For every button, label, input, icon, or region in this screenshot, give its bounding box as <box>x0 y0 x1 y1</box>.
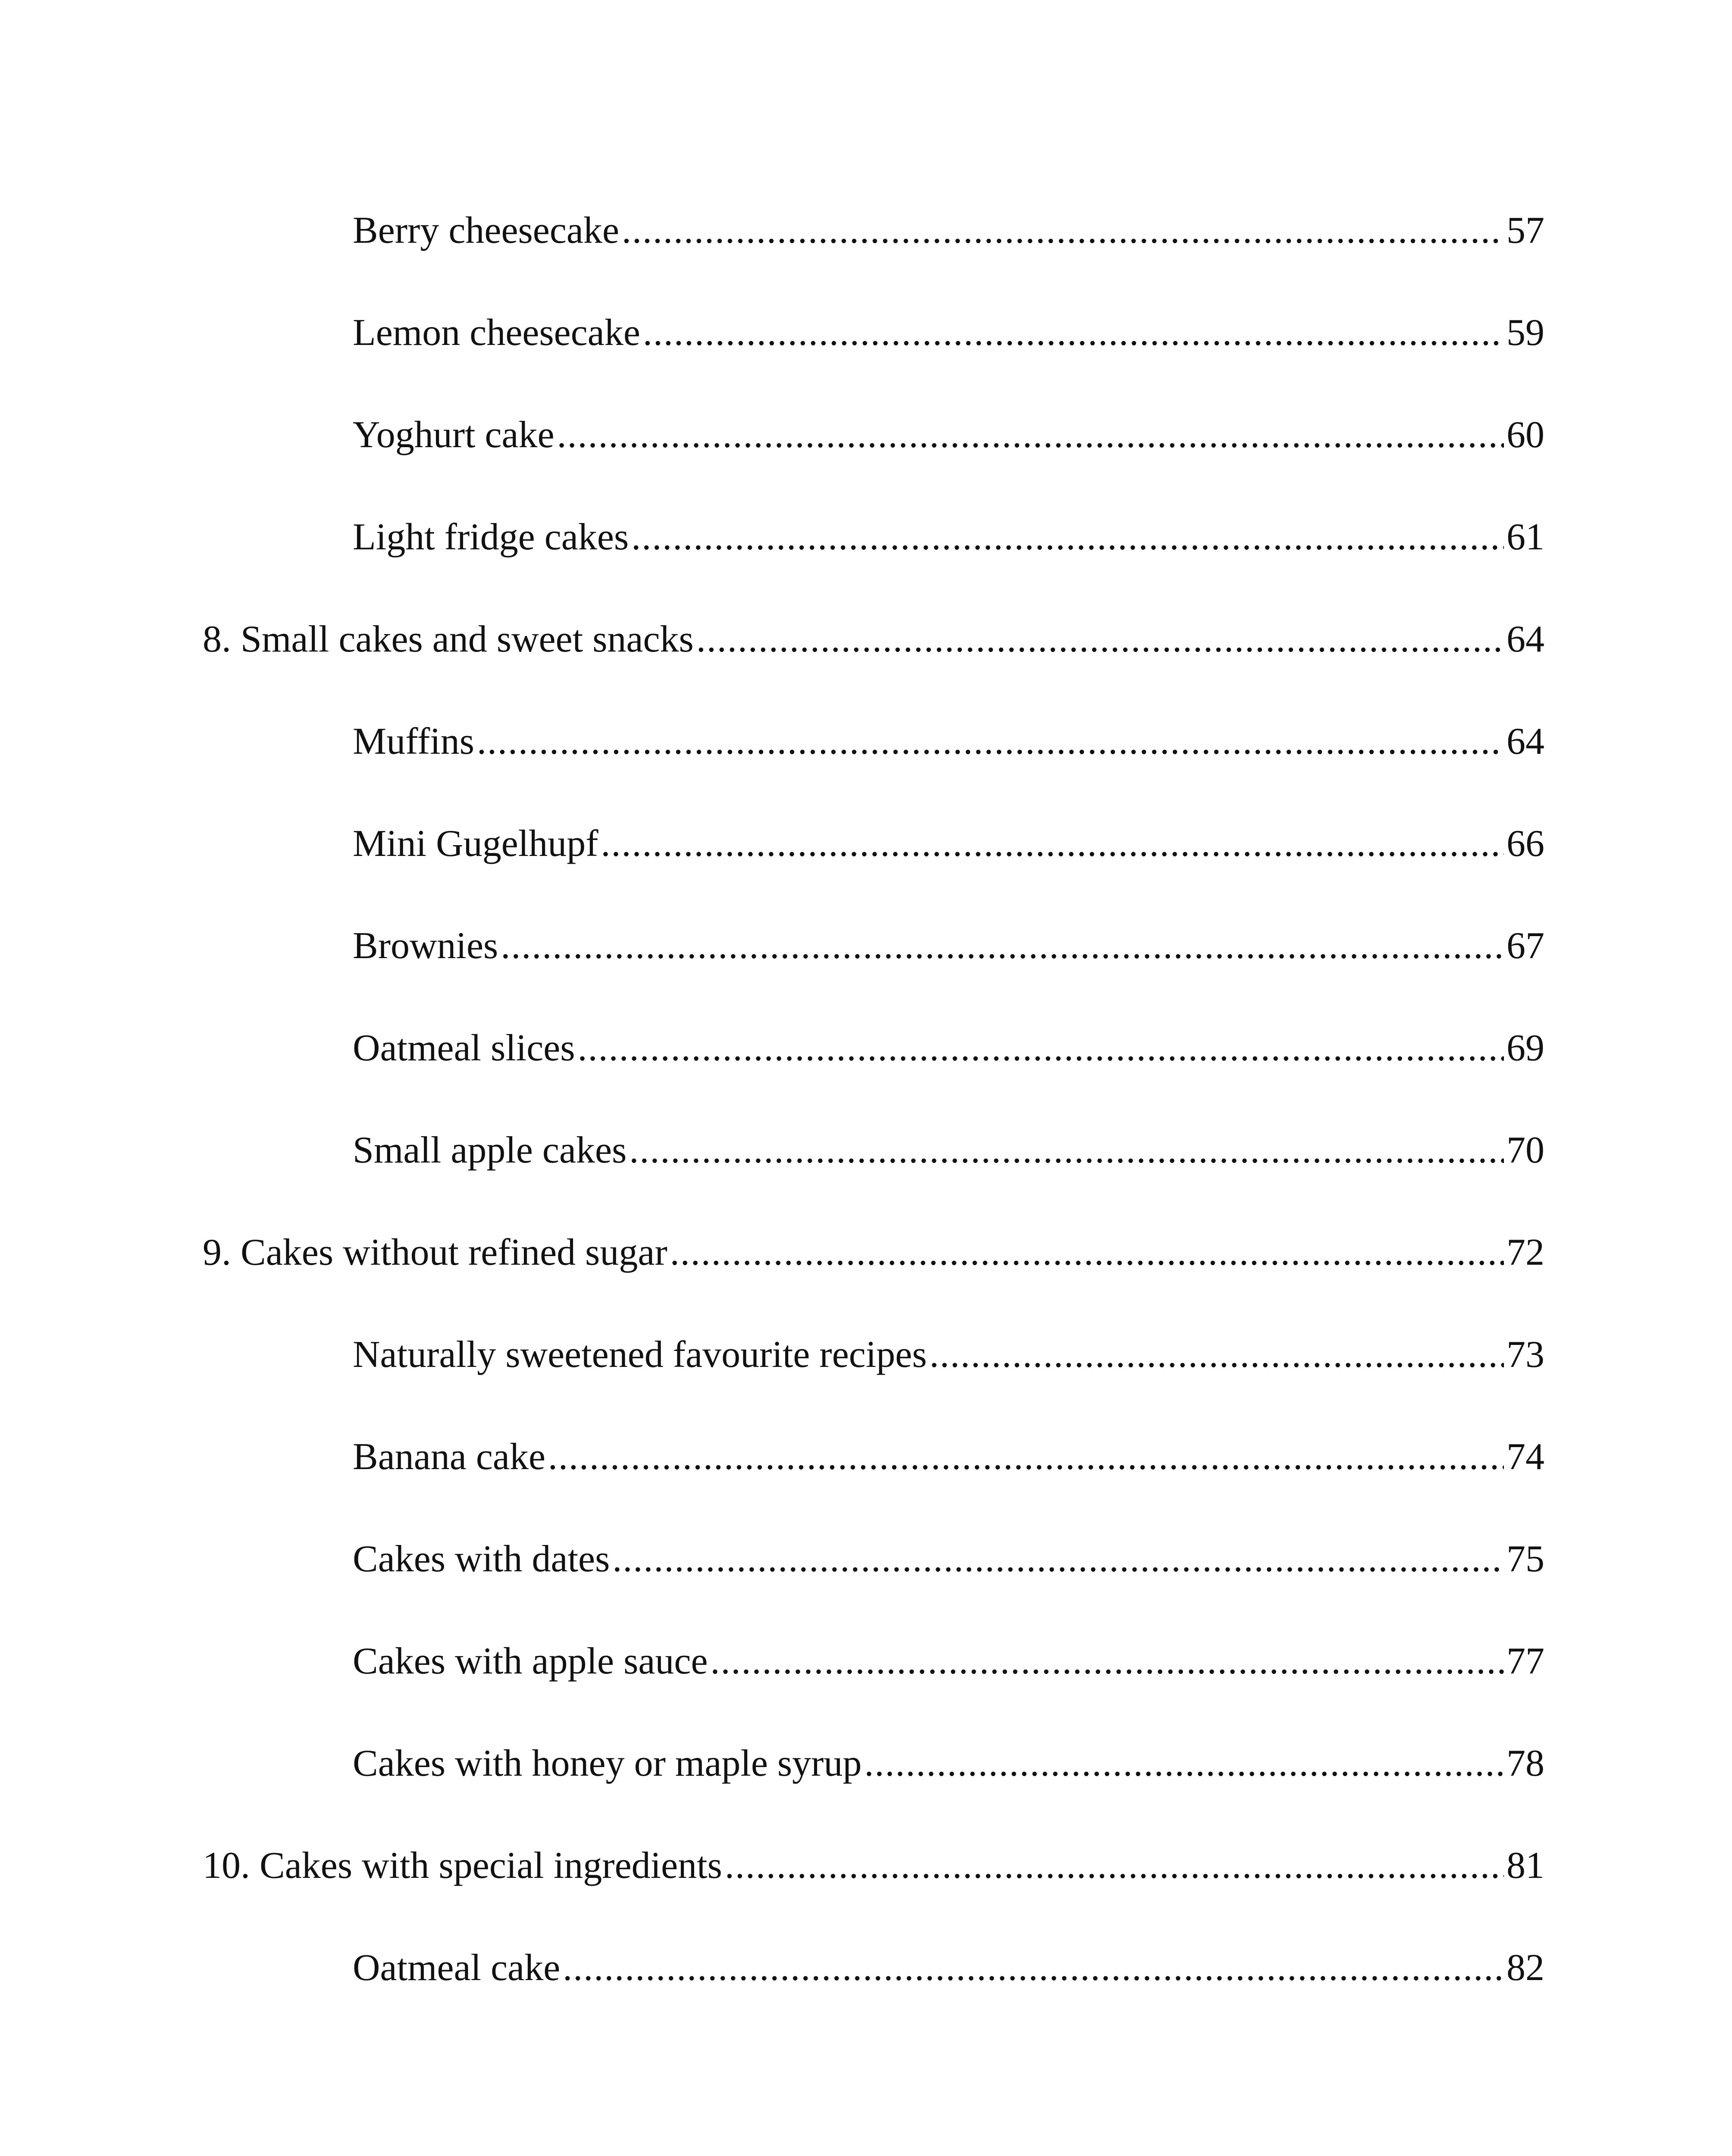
toc-entry-page: 64 <box>1506 618 1544 660</box>
dot-leader <box>631 509 1504 565</box>
dot-leader <box>643 305 1504 361</box>
toc-entry-title: Naturally sweetened favourite recipes <box>353 1334 927 1376</box>
toc-entry[interactable] <box>353 1020 1544 1076</box>
dot-leader <box>612 1531 1504 1587</box>
toc-entry[interactable] <box>353 1429 1544 1485</box>
toc-entry[interactable] <box>353 816 1544 872</box>
toc-entry-title: Muffins <box>353 721 474 762</box>
toc-entry-page: 69 <box>1506 1027 1544 1069</box>
toc-entry[interactable] <box>353 203 1544 259</box>
dot-leader <box>563 1940 1504 1996</box>
toc-entry-title: Oatmeal cake <box>353 1947 561 1989</box>
toc-entry-page: 78 <box>1506 1742 1544 1784</box>
toc-entry-title: Mini Gugelhupf <box>353 823 598 865</box>
toc-entry-page: 82 <box>1506 1947 1544 1989</box>
toc-entry-title: Small apple cakes <box>353 1129 627 1171</box>
dot-leader <box>629 1122 1504 1178</box>
toc-chapter-entry[interactable] <box>203 611 1544 667</box>
toc-entry[interactable] <box>353 407 1544 463</box>
toc-entry[interactable] <box>353 918 1544 974</box>
toc-entry[interactable] <box>353 1122 1544 1178</box>
dot-leader <box>670 1225 1504 1281</box>
toc-entry-page: 75 <box>1506 1538 1544 1580</box>
dot-leader <box>501 918 1504 974</box>
toc-entry-title: 10. Cakes with special ingredients <box>203 1845 722 1887</box>
dot-leader <box>725 1838 1504 1894</box>
toc-entry-page: 77 <box>1506 1640 1544 1682</box>
dot-leader <box>578 1020 1504 1076</box>
toc-entry-title: Brownies <box>353 925 498 967</box>
toc-entry[interactable] <box>353 714 1544 770</box>
toc-entry[interactable] <box>353 1736 1544 1792</box>
dot-leader <box>622 203 1504 259</box>
dot-leader <box>557 407 1504 463</box>
toc-entry-page: 67 <box>1506 925 1544 967</box>
toc-chapter-entry[interactable] <box>203 1838 1544 1894</box>
dot-leader <box>477 714 1504 770</box>
toc-entry-title: Cakes with dates <box>353 1538 610 1580</box>
dot-leader <box>696 611 1504 667</box>
toc-entry-title: Cakes with honey or maple syrup <box>353 1742 862 1784</box>
toc-chapter-entry[interactable] <box>203 1225 1544 1281</box>
toc-entry[interactable] <box>353 509 1544 565</box>
toc-entry-title: Yoghurt cake <box>353 414 554 456</box>
toc-entry-page: 61 <box>1506 516 1544 558</box>
dot-leader <box>601 816 1504 872</box>
toc-entry-page: 73 <box>1506 1334 1544 1376</box>
toc-entry-page: 64 <box>1506 721 1544 762</box>
toc-entry-page: 59 <box>1506 312 1544 354</box>
toc-entry-page: 72 <box>1506 1232 1544 1273</box>
toc-entry-page: 57 <box>1506 210 1544 251</box>
toc-entry-title: Cakes with apple sauce <box>353 1640 708 1682</box>
toc-entry-title: Banana cake <box>353 1436 546 1478</box>
toc-entry-page: 74 <box>1506 1436 1544 1478</box>
toc-entry-page: 70 <box>1506 1129 1544 1171</box>
toc-entry[interactable] <box>353 1633 1544 1689</box>
dot-leader <box>711 1633 1504 1689</box>
toc-entry-page: 66 <box>1506 823 1544 865</box>
toc-entry-title: Lemon cheesecake <box>353 312 640 354</box>
toc-entry-title: Light fridge cakes <box>353 516 629 558</box>
toc-entry-title: 8. Small cakes and sweet snacks <box>203 618 694 660</box>
toc-entry-title: 9. Cakes without refined sugar <box>203 1232 667 1273</box>
toc-entry[interactable] <box>353 1531 1544 1587</box>
toc-entry-title: Oatmeal slices <box>353 1027 575 1069</box>
toc-entry[interactable] <box>353 1940 1544 1996</box>
toc-entry-page: 81 <box>1506 1845 1544 1887</box>
dot-leader <box>548 1429 1504 1485</box>
toc-entry[interactable] <box>353 305 1544 361</box>
dot-leader <box>930 1327 1504 1383</box>
toc-entry-page: 60 <box>1506 414 1544 456</box>
toc-entry[interactable] <box>353 1327 1544 1383</box>
toc-entry-title: Berry cheesecake <box>353 210 620 251</box>
dot-leader <box>864 1736 1504 1792</box>
